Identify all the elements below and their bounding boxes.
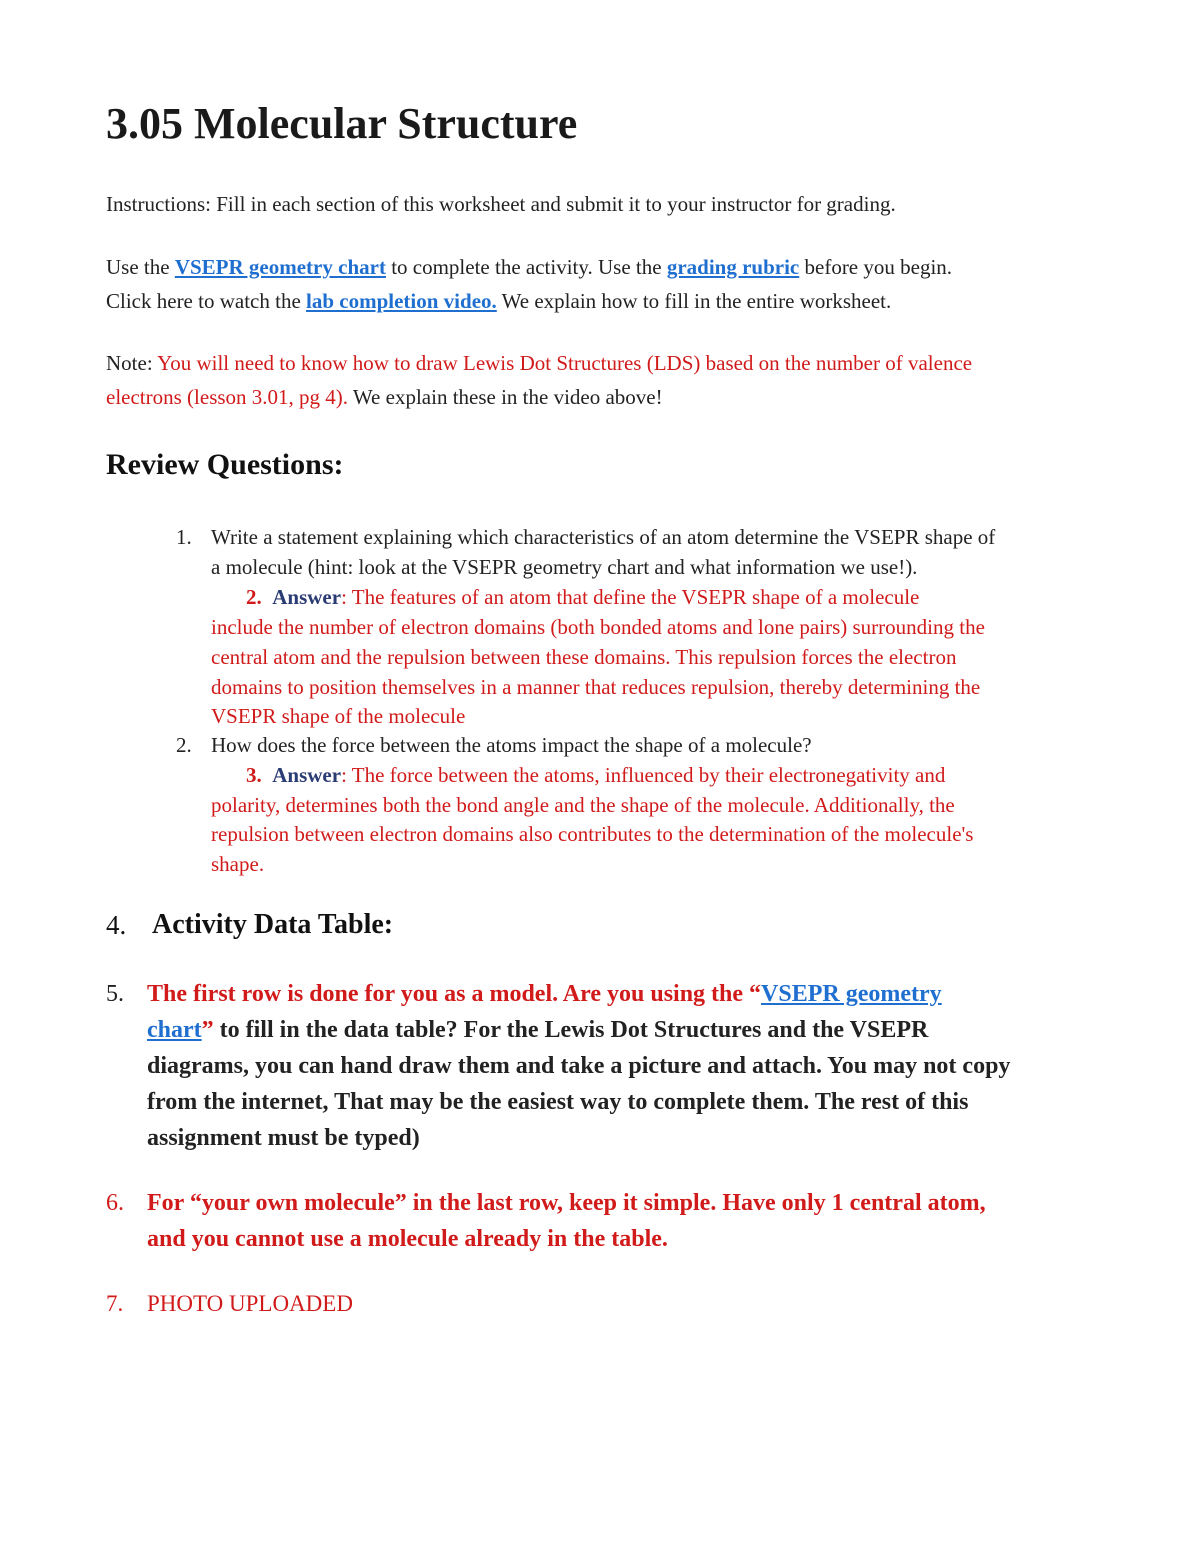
item-5-text-2: to fill in the data table? For the Lewis Dot Structures and the VSEPR (213, 1017, 929, 1043)
vsepr-chart-link[interactable]: VSEPR geometry chart (174, 255, 386, 279)
note-text-1: You will need to know how to draw Lewis Dot Structures (LDS) based on the number of valence (157, 351, 973, 375)
page-title: 3.05 Molecular Structure (106, 99, 578, 148)
answer-1-line-5: VSEPR shape of the molecule (211, 704, 466, 728)
item-5-line-3: diagrams, you can hand draw them and take a picture and attach. You may not copy (147, 1053, 1011, 1079)
item-5-line-5: assignment must be typed) (147, 1125, 420, 1151)
question-1-number: 1. (176, 525, 192, 549)
review-heading: Review Questions: (106, 448, 344, 481)
answer-2-text: : The force between the atoms, influenced by their electronegativity and (341, 763, 946, 787)
answer-1-line-2: include the number of electron domains (both bonded atoms and lone pairs) surrounding the (211, 615, 985, 639)
item-5-text-1: The first row is done for you as a model. Are you using the “ (147, 981, 762, 1007)
answer-2-line-4: shape. (211, 852, 265, 876)
question-1-line-1: Write a statement explaining which characteristics of an atom determine the VSEPR shape of (211, 525, 996, 549)
item-5-number: 5. (106, 981, 124, 1007)
note-label: Note: (106, 351, 158, 375)
links-line-1 (106, 251, 952, 283)
note-text-2: electrons (lesson 3.01, pg 4). (106, 385, 349, 409)
question-2-line-1: How does the force between the atoms impact the shape of a molecule? (211, 733, 812, 757)
item-5-line-4: from the internet, That may be the easiest way to complete them. The rest of this (147, 1089, 969, 1115)
note-text-3: We explain these in the video above! (348, 385, 663, 409)
answer-2-line-3: repulsion between electron domains also contributes to the determination of the molecule's (211, 822, 974, 846)
answer-1-text: : The features of an atom that define the VSEPR shape of a molecule (341, 585, 920, 609)
item-6-number: 6. (106, 1190, 124, 1216)
links-line-2-suffix: We explain how to fill in the entire worksheet. (496, 289, 892, 313)
answer-2-line-2: polarity, determines both the bond angle and the shape of the molecule. Additionally, the (211, 793, 955, 817)
item-6-line-2: and you cannot use a molecule already in the table. (147, 1226, 668, 1252)
links-line-1-prefix: Use the (106, 255, 175, 279)
answer-1-line-3: central atom and the repulsion between these domains. This repulsion forces the electron (211, 645, 957, 669)
answer-1-line-1 (246, 581, 919, 613)
links-line-2-prefix: Click here to watch the (106, 289, 307, 313)
answer-1-label: Answer (272, 585, 342, 609)
activity-number: 4. (106, 910, 127, 940)
item-6-line-1: For “your own molecule” in the last row, keep it simple. Have only 1 central atom, (147, 1190, 986, 1216)
answer-1-number: 2. (246, 585, 262, 609)
instructions-text: Instructions: Fill in each section of this worksheet and submit it to your instructor for grading. (106, 192, 896, 216)
note-line-2 (106, 381, 663, 413)
links-line-1-middle: to complete the activity. Use the (385, 255, 667, 279)
answer-2-label: Answer (272, 763, 342, 787)
item-5-chart-link[interactable]: chart (147, 1017, 202, 1043)
links-line-2 (106, 285, 891, 317)
lab-video-link[interactable]: lab completion video. (306, 289, 497, 313)
answer-2-number: 3. (246, 763, 262, 787)
note-line-1 (106, 347, 972, 379)
activity-heading: Activity Data Table: (152, 909, 394, 940)
item-5-line-2 (147, 1012, 928, 1048)
question-1-line-2: a molecule (hint: look at the VSEPR geometry chart and what information we use!). (211, 555, 918, 579)
grading-rubric-link[interactable]: grading rubric (666, 255, 800, 279)
item-5-line-1 (147, 976, 942, 1012)
answer-2-line-1 (246, 759, 945, 791)
photo-uploaded-text: PHOTO UPLOADED (147, 1291, 353, 1316)
item-5-quote: ” (201, 1017, 214, 1043)
answer-1-line-4: domains to position themselves in a manner that reduces repulsion, thereby determining the (211, 675, 981, 699)
links-line-1-suffix: before you begin. (799, 255, 953, 279)
question-2-number: 2. (176, 733, 192, 757)
item-7-number: 7. (106, 1291, 124, 1316)
item-5-vsepr-link[interactable]: VSEPR geometry (761, 981, 942, 1007)
